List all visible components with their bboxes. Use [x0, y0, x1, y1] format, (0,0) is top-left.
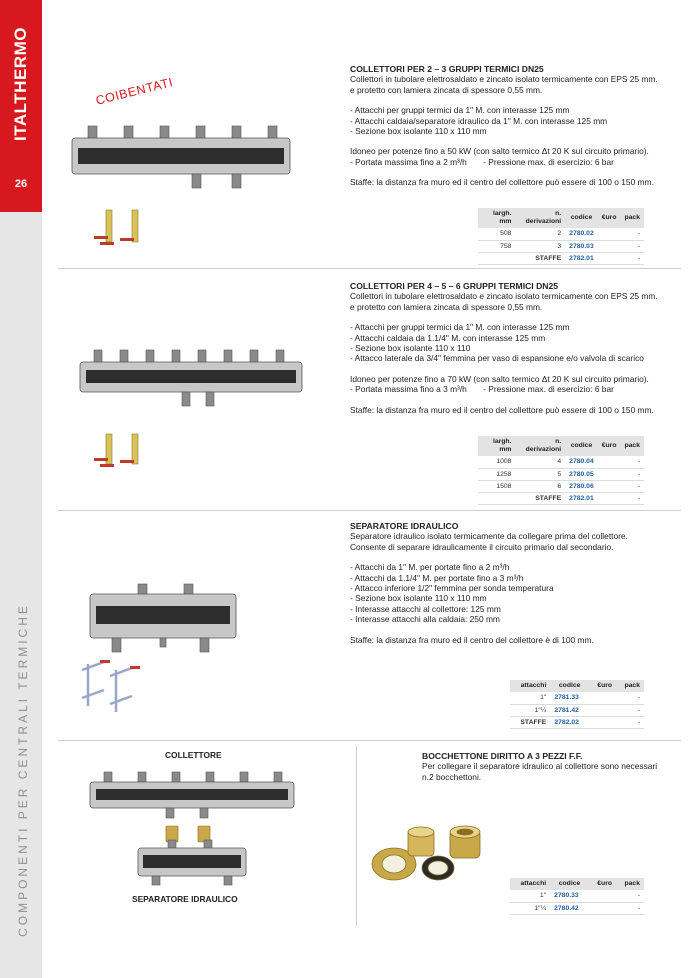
description-line: - Attacchi da 1" M. per portate fino a 2 m³/h: [350, 562, 510, 573]
table-row: 1"¼ 2781.42 -: [510, 704, 644, 716]
bracket-illustration: [92, 432, 148, 472]
description-line: - Portata massima fino a 2 m³/h - Pressione max. di esercizio: 6 bar: [350, 156, 614, 167]
description-line: - Interasse attacchi al collettore: 125 mm: [350, 603, 501, 614]
column-header: codice: [565, 208, 598, 228]
table-row: STAFFE 2782.01 -: [478, 252, 644, 264]
column-header: pack: [616, 878, 644, 890]
description-line: - Attacchi caldaia/separatore idraulico da 1" M. con interasse 125 mm: [350, 115, 608, 126]
table-row: STAFFE 2782.01 -: [478, 492, 644, 504]
description-line: e protetto con lamiera zincata di spessore 0,55 mm.: [350, 84, 543, 95]
description-line: - Attacco laterale da 3/4" femmina per vaso di espansione e/o valvola di scarico: [350, 353, 644, 364]
column-header: pack: [620, 436, 644, 456]
separator-illustration: [90, 584, 238, 656]
product-description: [422, 751, 657, 782]
product-title: SEPARATORE IDRAULICO: [350, 521, 459, 531]
column-header: codice: [550, 878, 589, 890]
product-description: [350, 281, 658, 415]
column-header: n. derivazioni: [515, 436, 565, 456]
divider: [356, 746, 357, 926]
price-table: [510, 878, 644, 915]
description-line: Consente di separare idraulicamente il circuito primario dal secondario.: [350, 541, 614, 552]
divider: [58, 740, 681, 741]
column-header: largh. mm: [478, 208, 515, 228]
description-line: n.2 bocchettoni.: [422, 771, 482, 782]
assembly-label-separatore: SEPARATORE IDRAULICO: [132, 894, 238, 904]
table-row: 508 2 2780.02 -: [478, 228, 644, 240]
table-row: 1" 2781.33 -: [510, 692, 644, 704]
table-row: 1008 4 2780.04 -: [478, 456, 644, 468]
product-title: COLLETTORI PER 2 – 3 GRUPPI TERMICI DN25: [350, 64, 544, 74]
column-header: pack: [620, 208, 644, 228]
table-row: 1508 6 2780.06 -: [478, 480, 644, 492]
product-title: COLLETTORI PER 4 – 5 – 6 GRUPPI TERMICI DN25: [350, 281, 559, 291]
assembly-label-collettore: COLLETTORE: [165, 750, 222, 760]
description-line: - Sezione box isolante 110 x 110 mm: [350, 126, 487, 137]
description-line: - Attacco inferiore 1/2" femmina per sonda temperatura: [350, 583, 554, 594]
column-header: €uro: [589, 680, 616, 692]
manifold-illustration: [72, 118, 292, 193]
description-line: - Portata massima fino a 3 m³/h - Pressione max. di esercizio: 6 bar: [350, 384, 614, 395]
price-table: [510, 680, 644, 729]
manifold-illustration: [90, 772, 296, 820]
page-number: 26: [14, 178, 28, 190]
product-description: [350, 64, 658, 188]
divider: [58, 510, 681, 511]
column-header: €uro: [598, 208, 621, 228]
table-row: 758 3 2780.03 -: [478, 240, 644, 252]
table-row: 1" 2780.33 -: [510, 890, 644, 902]
description-line: - Attacchi da 1.1/4" M. per portate fino a 3 m³/h: [350, 572, 524, 583]
price-table: [478, 436, 644, 505]
price-table: [478, 208, 644, 265]
description-line: Collettori in tubolare elettrosaldato e zincato isolato termicamente con EPS 25 mm.: [350, 291, 658, 302]
column-header: largh. mm: [478, 436, 515, 456]
fitting-illustration: [368, 824, 496, 886]
column-header: attacchi: [510, 878, 550, 890]
product-description: [350, 521, 628, 645]
description-line: Idoneo per potenze fino a 70 kW (con salto termico Δt 20 K sul circuito primario).: [350, 373, 649, 384]
description-line: Collettori in tubolare elettrosaldato e zincato isolato termicamente con EPS 25 mm.: [350, 74, 658, 85]
column-header: attacchi: [510, 680, 550, 692]
table-row: STAFFE 2782.02 -: [510, 716, 644, 728]
separator-illustration: [138, 840, 248, 886]
manifold-illustration: [80, 350, 305, 410]
column-header: n. derivazioni: [515, 208, 565, 228]
description-line: Per collegare il separatore idraulico al collettore sono necessari: [422, 761, 658, 772]
description-line: - Attacchi caldaia da 1.1/4" M. con interasse 125 mm: [350, 332, 546, 343]
description-line: Staffe: la distanza fra muro ed il centro del collettore può essere di 100 o 150 mm.: [350, 404, 654, 415]
product-title: BOCCHETTONE DIRITTO A 3 PEZZI F.F.: [422, 751, 583, 761]
coibentati-stamp: COIBENTATI: [94, 75, 175, 108]
description-line: - Interasse attacchi alla caldaia: 250 mm: [350, 614, 500, 625]
section-title: COMPONENTI PER CENTRALI TERMICHE: [16, 603, 30, 937]
bracket-illustration: [92, 208, 148, 248]
column-header: pack: [616, 680, 644, 692]
description-line: Idoneo per potenze fino a 50 kW (con salto termico Δt 20 K sul circuito primario).: [350, 146, 649, 157]
divider: [58, 268, 681, 269]
description-line: Staffe: la distanza fra muro ed il centro del collettore può essere di 100 o 150 mm.: [350, 177, 654, 188]
brand-logo: ITALTHERMO: [11, 27, 30, 141]
table-row: 1258 5 2780.05 -: [478, 468, 644, 480]
column-header: codice: [565, 436, 598, 456]
description-line: - Sezione box isolante 110 x 110: [350, 343, 471, 354]
column-header: codice: [550, 680, 589, 692]
column-header: €uro: [589, 878, 616, 890]
description-line: Separatore idraulico isolato termicamente da collegare prima del collettore.: [350, 531, 628, 542]
bracket-illustration: [78, 656, 148, 714]
description-line: - Sezione box isolante 110 x 110 mm: [350, 593, 487, 604]
description-line: - Attacchi per gruppi termici da 1" M. con interasse 125 mm: [350, 105, 570, 116]
description-line: e protetto con lamiera zincata di spessore 0,55 mm.: [350, 301, 543, 312]
description-line: Staffe: la distanza fra muro ed il centro del collettore è di 100 mm.: [350, 634, 594, 645]
table-row: 1"¼ 2780.42 -: [510, 902, 644, 914]
column-header: €uro: [598, 436, 621, 456]
description-line: - Attacchi per gruppi termici da 1" M. con interasse 125 mm: [350, 322, 570, 333]
